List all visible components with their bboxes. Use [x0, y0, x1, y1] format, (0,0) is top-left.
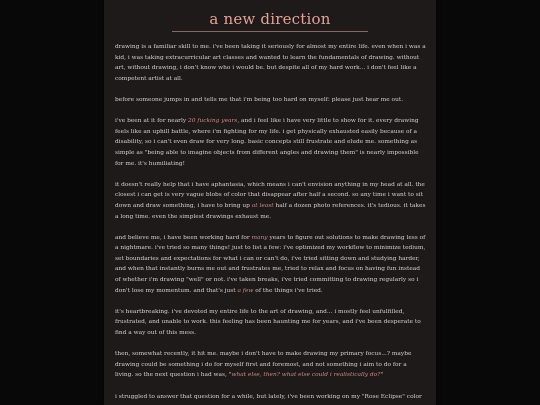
paragraph-text: half a dozen photo references. it's tedious. it takes a long time. even the simplest drawings exhaust me.: [115, 202, 426, 220]
paragraph-text: of the things i've tried.: [253, 287, 323, 294]
paragraph-text: before someone jumps in and tells me that i'm being too hard on myself: please just hear me out.: [115, 96, 404, 103]
paragraph-text: , and i feel like i have very little to show for it. every drawing feels like an uphill battle, where i'm fighting for my life. i get physically exhausted easily because of a disability, so i can't even draw for very long. basic concepts still frustrate and elude me. something as simple as "being able to imagine objects from different angles and drawing them" is nearly impossible for me. it's humiliating!: [115, 118, 419, 167]
post-paragraph: [115, 180, 426, 222]
post-body: [115, 42, 426, 405]
post-paragraph: [115, 307, 426, 339]
paragraph-text: years to figure out solutions to make drawing less of a nightmare. i've tried so many things! just to list a few: i've optimized my workflow to minimize tedium, set boundaries and expectations for what i can or can't do, i've tried sitting down and studying harder, and when that instantly burns me out and frustrates me, tried to relax and focus on having fun instead of whether i'm drawing "well" or not. i've taken breaks, i've tried committing to drawing regularly so i don't lose my momentum. and that's just: [115, 234, 426, 294]
post-paragraph: [115, 349, 426, 381]
post-paragraph: [115, 233, 426, 297]
post-title: a new direction: [209, 10, 331, 28]
post-paragraph: [115, 116, 426, 169]
title-divider: [172, 31, 368, 32]
emphasis-text: many: [251, 234, 268, 241]
paragraph-text: drawing is a familiar skill to me. i've been taking it seriously for almost my entire life. even when i was a kid, i was taking extracurricular art classes and wanted to learn the fundamentals of drawing. without art, without drawing, i don't know who i would be. but despite all of my hard work... i don't feel like a competent artist at all.: [115, 44, 426, 82]
emphasis-text: at least: [251, 202, 274, 209]
paragraph-text: ": [380, 372, 384, 379]
paragraph-text: and believe me, i have been working hard for: [115, 234, 252, 241]
paragraph-text: i've been at it for nearly: [115, 118, 188, 125]
emphasis-text: a few: [237, 287, 254, 294]
paragraph-text: it's heartbreaking. i've devoted my entire life to the art of drawing, and... i mostly feel unfulfilled, frustrated, and unable to work. this feeling has been haunting me for years, and i've been desperate to find a way out of this mess.: [115, 308, 421, 337]
paragraph-text: it doesn't really help that i have aphantasia, which means i can't envision anything in my head at all. the closest i can get is very vague blobs of color that disappear after half a second. so any time i want to sit down and draw something, i have to bring up: [115, 181, 425, 209]
emphasis-text: what else, then? what else could i realistically do?: [231, 372, 381, 379]
post-paragraph: [115, 95, 426, 106]
post-container: [104, 0, 436, 405]
paragraph-text: i struggled to answer that question for a while, but lately, i've been working on my "Rose Eclipse" color: [115, 393, 422, 400]
paragraph-text: then, somewhat recently, it hit me. maybe i don't have to make drawing my primary focus...? maybe drawing could be something i do for myself first and foremost, and not something i aim to do for a living. so the next question i had was, ": [115, 351, 412, 379]
emphasis-text: 20 fucking years: [188, 118, 238, 125]
post-paragraph: [115, 392, 426, 403]
post-paragraph: [115, 42, 426, 84]
